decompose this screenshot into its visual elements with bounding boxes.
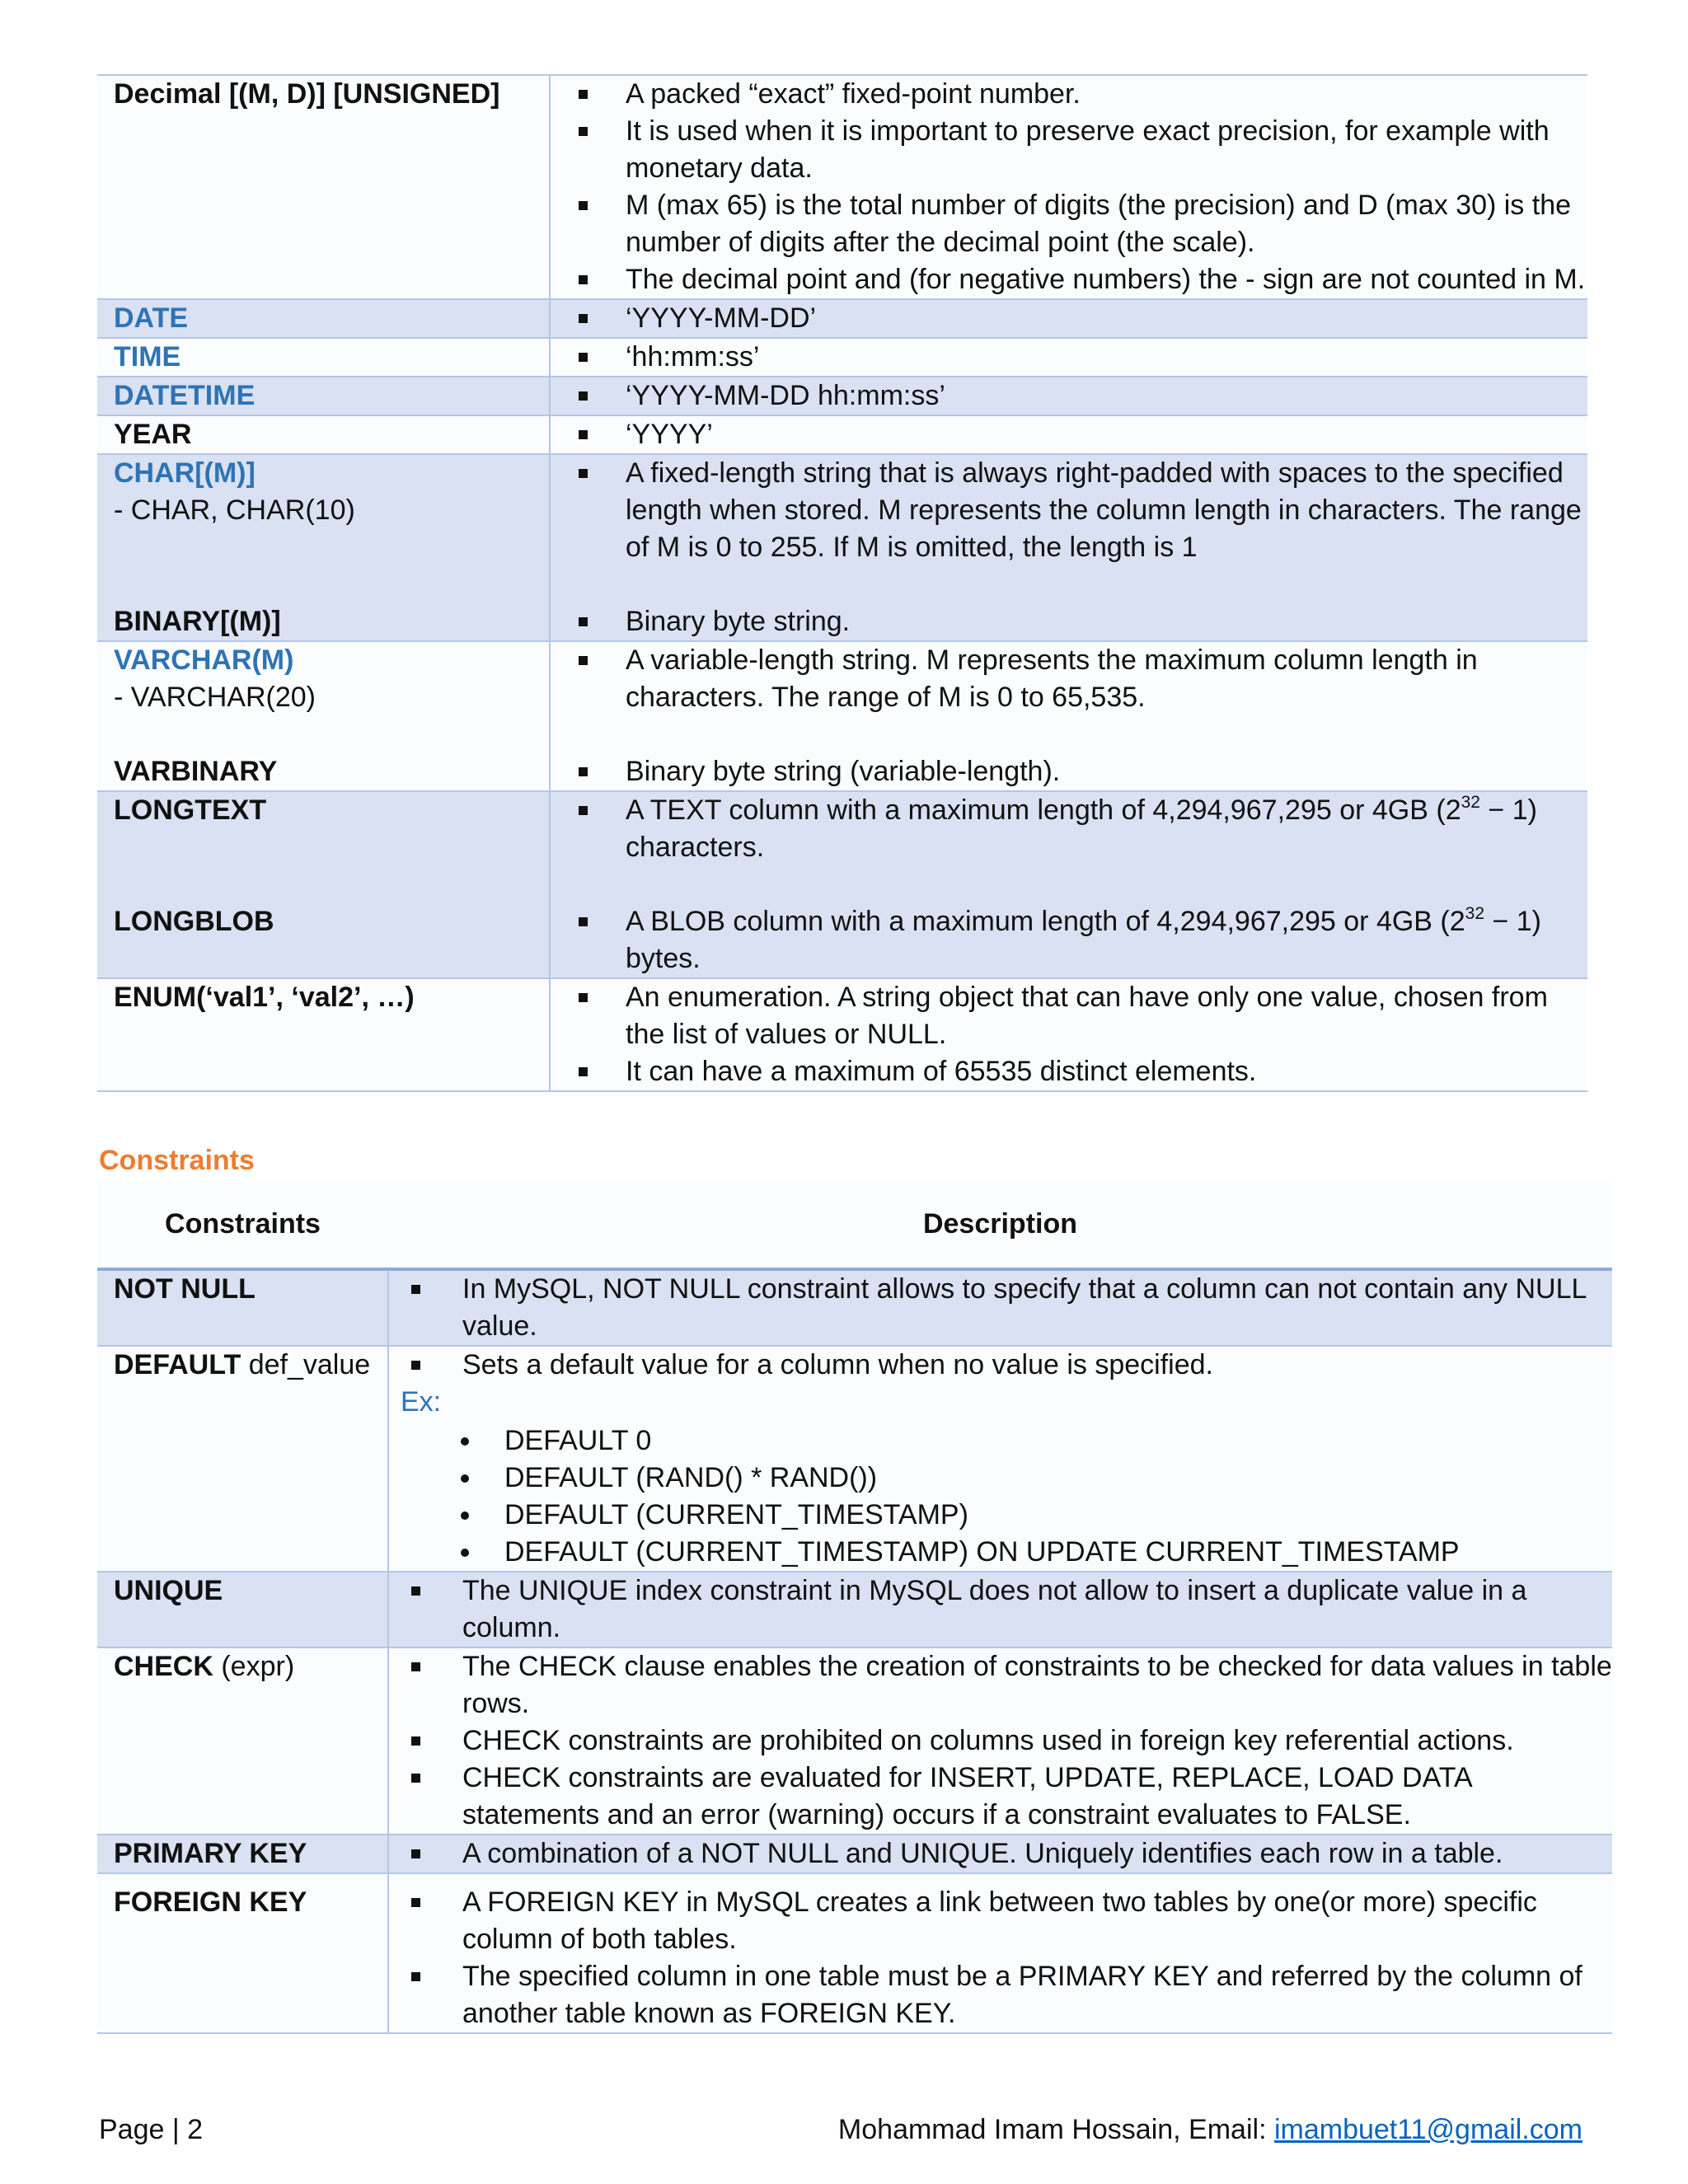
list-item: A FOREIGN KEY in MySQL creates a link between two tables by one(or more) specific column of both tables. <box>389 1884 1612 1958</box>
list-item: A TEXT column with a maximum length of 4,294,967,295 or 4GB $(2^{32} - 1)$ characters. <box>551 792 1587 866</box>
list-item: A combination of a NOT NULL and UNIQUE. Uniquely identifies each row in a table. <box>389 1835 1612 1872</box>
list-item: DEFAULT 0 <box>389 1422 1612 1460</box>
page-number: Page | 2 <box>99 2114 204 2145</box>
example-list <box>389 1422 1612 1571</box>
constraint-name: CHECK <box>114 1651 213 1682</box>
list-item: M (max 65) is the total number of digits (the precision) and D (max 30) is the number of digits after the decimal point (the scale). <box>551 187 1587 261</box>
table-row <box>97 978 1587 1091</box>
list-item: Binary byte string. <box>551 603 1587 640</box>
datatype-name: DATETIME <box>114 380 256 411</box>
datatype-table <box>97 74 1587 1092</box>
footer-author <box>838 2111 1582 2149</box>
list-item: DEFAULT (RAND() * RAND()) <box>389 1460 1612 1497</box>
table-row <box>97 415 1587 454</box>
list-item: DEFAULT (CURRENT_TIMESTAMP) <box>389 1497 1612 1534</box>
datatype-example: - VARCHAR(20) <box>114 682 316 713</box>
datatype-name: YEAR <box>114 419 192 450</box>
author-text: Mohammad Imam Hossain, Email: <box>837 2114 1274 2145</box>
list-item: ‘hh:mm:ss’ <box>551 339 1587 376</box>
table-row <box>97 1346 1612 1572</box>
list-item: The specified column in one table must be a PRIMARY KEY and referred by the column of another table known as FOREIGN KEY. <box>389 1958 1612 2032</box>
constraint-name: DEFAULT <box>114 1349 241 1380</box>
list-item: Binary byte string (variable-length). <box>551 753 1587 790</box>
list-item: It can have a maximum of 65535 distinct elements. <box>551 1053 1587 1090</box>
list-item: A variable-length string. M represents the maximum column length in characters. The range of M is 0 to 65,535. <box>551 642 1587 716</box>
list-item: A fixed-length string that is always right-padded with spaces to the specified length when stored. M represents the column length in characters. The range of M is 0 to 255. If M is omitted, the length is 1 <box>551 455 1587 566</box>
datatype-name: ENUM(‘val1’, ‘val2’, …) <box>114 982 415 1013</box>
datatype-name: VARBINARY <box>114 756 278 787</box>
list-item: Sets a default value for a column when no value is specified. <box>389 1347 1612 1384</box>
datatype-name: BINARY[(M)] <box>114 606 281 637</box>
constraint-argument: (expr) <box>213 1651 295 1682</box>
list-item: A BLOB column with a maximum length of 4,294,967,295 or 4GB $(2^{32} - 1)$ bytes. <box>551 903 1587 977</box>
list-item: In MySQL, NOT NULL constraint allows to specify that a column can not contain any NULL value. <box>389 1271 1612 1345</box>
list-item: It is used when it is important to preserve exact precision, for example with monetary data. <box>551 113 1587 187</box>
list-item: ‘YYYY-MM-DD’ <box>551 300 1587 337</box>
table-row <box>97 299 1587 338</box>
datatype-name: DATE <box>114 302 189 334</box>
example-label: Ex: <box>401 1386 442 1418</box>
table-row <box>97 1873 1612 2033</box>
list-item: The CHECK clause enables the creation of constraints to be checked for data values in table rows. <box>389 1648 1612 1722</box>
table-row <box>97 75 1587 299</box>
table-row <box>97 1572 1612 1647</box>
datatype-name: TIME <box>114 341 181 373</box>
table-row <box>97 377 1587 415</box>
list-item: ‘YYYY-MM-DD hh:mm:ss’ <box>551 377 1587 415</box>
list-item: The decimal point and (for negative numbers) the - sign are not counted in M. <box>551 261 1587 298</box>
list-item: A packed “exact” fixed-point number. <box>551 76 1587 113</box>
table-row <box>97 641 1587 791</box>
constraint-name: FOREIGN KEY <box>114 1886 307 1918</box>
constraint-argument: def_value <box>241 1349 371 1380</box>
datatype-name: CHAR[(M)] <box>114 457 256 489</box>
list-item: CHECK constraints are evaluated for INSERT, UPDATE, REPLACE, LOAD DATA statements and an error (warning) occurs if a constraint evaluates to FALSE. <box>389 1760 1612 1834</box>
column-header: Constraints <box>97 1180 388 1269</box>
table-row <box>97 1269 1612 1346</box>
column-header: Description <box>388 1180 1612 1269</box>
table-row <box>97 454 1587 641</box>
section-heading: Constraints <box>99 1145 255 1176</box>
datatype-name: LONGTEXT <box>114 794 267 826</box>
table-row <box>97 1835 1612 1873</box>
list-item: An enumeration. A string object that can have only one value, chosen from the list of values or NULL. <box>551 979 1587 1053</box>
table-header-row <box>97 1180 1612 1269</box>
table-row <box>97 791 1587 978</box>
datatype-name: VARCHAR(M) <box>114 644 294 676</box>
datatype-name: Decimal [(M, D)] [UNSIGNED] <box>114 78 500 110</box>
constraints-table <box>97 1180 1612 2034</box>
constraint-name: UNIQUE <box>114 1575 223 1606</box>
datatype-example: - CHAR, CHAR(10) <box>114 494 355 526</box>
constraint-name: PRIMARY KEY <box>114 1838 307 1869</box>
list-item: CHECK constraints are prohibited on columns used in foreign key referential actions. <box>389 1722 1612 1760</box>
list-item: The UNIQUE index constraint in MySQL does not allow to insert a duplicate value in a column. <box>389 1572 1612 1647</box>
list-item: DEFAULT (CURRENT_TIMESTAMP) ON UPDATE CURRENT_TIMESTAMP <box>389 1534 1612 1571</box>
bullet-list <box>551 76 1587 298</box>
table-row <box>97 338 1587 377</box>
datatype-name: LONGBLOB <box>114 906 274 937</box>
email-link[interactable]: imambuet11@gmail.com <box>1273 2114 1582 2145</box>
constraint-name: NOT NULL <box>114 1273 256 1305</box>
table-row <box>97 1647 1612 1835</box>
list-item: ‘YYYY’ <box>551 416 1587 453</box>
